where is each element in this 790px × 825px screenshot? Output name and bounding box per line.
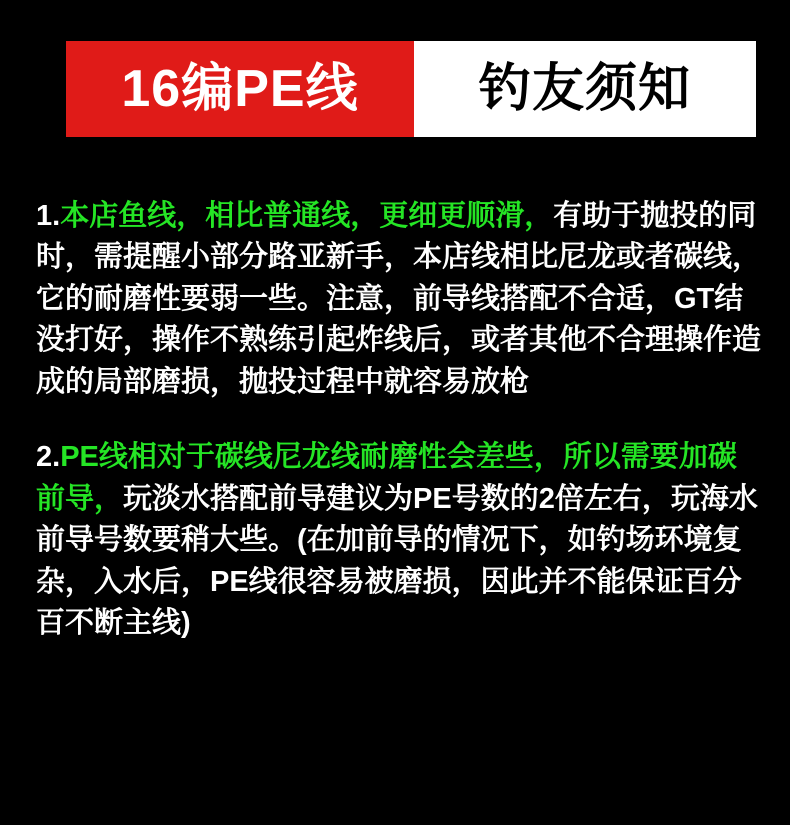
paragraph-2-text: 玩淡水搭配前导建议为PE号数的2倍左右，玩海水前导号数要稍大些。(在加前导的情况下，如钓场环境复杂，入水后，PE线很容易被磨损，因此并不能保证百分百不断主线) [36, 482, 758, 640]
banner-product-label [66, 41, 414, 137]
notice-body [36, 196, 764, 645]
banner-notice-label [414, 41, 756, 137]
banner-right-text: 钓友须知 [478, 60, 691, 118]
paragraph-1-number: 1. [36, 200, 61, 232]
banner-left-text: 16编PE线 [121, 60, 359, 118]
paragraph-1-highlight: 本店鱼线，相比普通线，更细更顺滑， [60, 200, 554, 232]
paragraph-1-text: 有助于抛投的同时，需提醒小部分路亚新手，本店线相比尼龙或者碳线，它的耐磨性要弱一些。注意，前导线搭配不合适，GT结没打好，操作不熟练引起炸线后，或者其他不合理操作造成的局部磨损，抛投过程中就容易放枪 [36, 200, 762, 398]
paragraph-2-number: 2. [36, 441, 61, 474]
paragraph-2-highlight: PE线相对于碳线尼龙线耐磨性会差些，所以需要加碳前导， [36, 441, 737, 515]
title-banner [66, 41, 756, 137]
notice-paragraph-1 [36, 196, 764, 403]
notice-paragraph-2 [36, 437, 764, 644]
